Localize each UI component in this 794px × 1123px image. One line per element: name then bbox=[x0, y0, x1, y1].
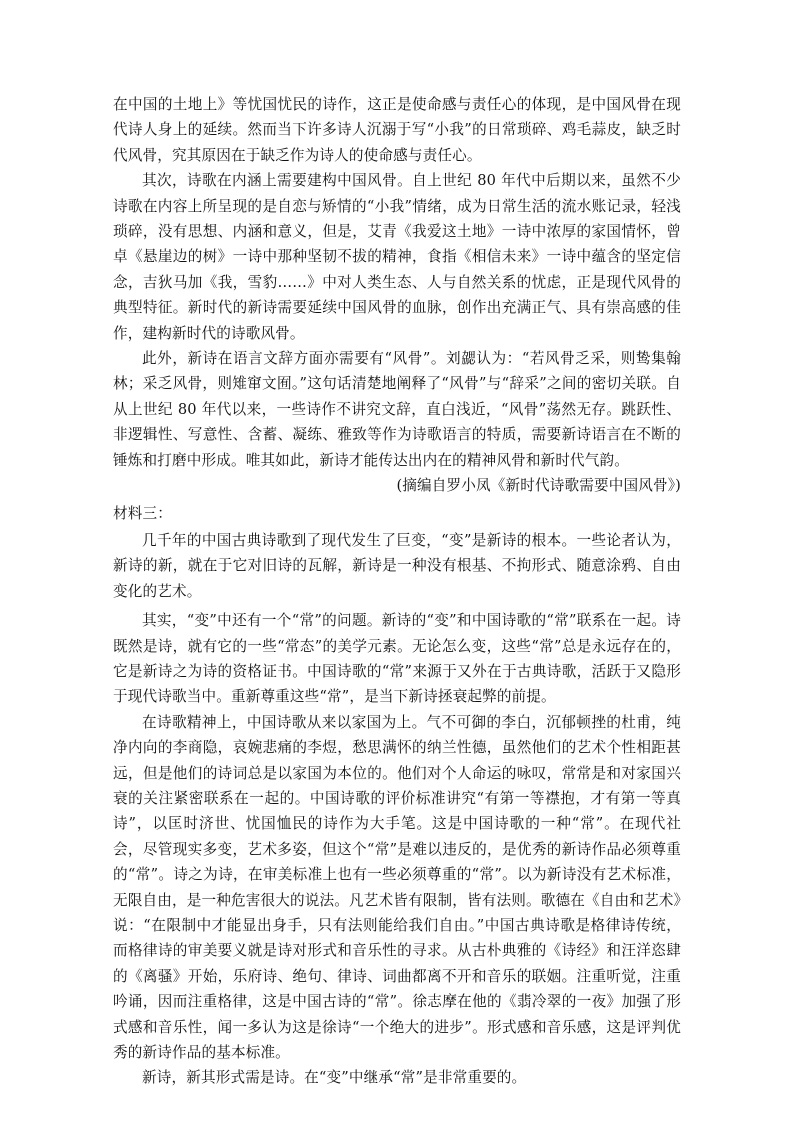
paragraph-2: 其次，诗歌在内涵上需要建构中国风骨。自上世纪 80 年代中后期以来，虽然不少诗歌在内容上所呈现的是自恋与矫情的“小我”情绪，成为日常生活的流水账记录，轻浅琐碎，没有思想、内涵和意义，但是，艾青《我爱这土地》一诗中浓厚的家国情怀，曾卓《悬崖边的树》一诗中那种坚韧不拔的精神，食指《相信未来》一诗中蕴含的坚定信念，吉狄马加《我，雪豹……》中对人类生态、人与自然关系的忧虑，正是现代风骨的典型特征。新时代的新诗需要延续中国风骨的血脉，创作出充满正气、具有崇高感的佳作，建构新时代的诗歌风骨。 bbox=[113, 172, 681, 342]
citation: (摘编自罗小凤《新时代诗歌需要中国风骨》) bbox=[396, 477, 681, 495]
article-body bbox=[113, 92, 681, 1091]
paragraph-3: 此外，新诗在语言文辞方面亦需要有“风骨”。刘勰认为：“若风骨乏采，则鸷集翰林；采乏风骨，则雉窜文囿。”这句话清楚地阐释了“风骨”与“辞采”之间的密切关联。自从上世纪 80 年代以来，一些诗作不讲究文辞，直白浅近，“风骨”荡然无存。跳跃性、非逻辑性、写意性、含蓄、凝练、雅致等作为诗歌语言的特质，需要新诗语言在不断的锤炼和打磨中形成。唯其如此，新诗才能传达出内在的精神风骨和新时代气韵。 bbox=[113, 350, 681, 469]
paragraph-1: 在中国的土地上》等忧国忧民的诗作，这正是使命感与责任心的体现，是中国风骨在现代诗人身上的延续。然而当下许多诗人沉溺于写“小我”的日常琐碎、鸡毛蒜皮，缺乏时代风骨，究其原因在于缺乏作为诗人的使命感与责任心。 bbox=[113, 96, 681, 164]
paragraph-6: 在诗歌精神上，中国诗歌从来以家国为上。气不可御的李白，沉郁顿挫的杜甫，纯净内向的李商隐，哀婉悲痛的李煜，愁思满怀的纳兰性德，虽然他们的艺术个性相距甚远，但是他们的诗词总是以家国为本位的。他们对个人命运的咏叹，常常是和对家国兴衰的关注紧密联系在一起的。中国诗歌的评价标准讲究“有第一等襟抱，才有第一等真诗”，以匡时济世、忧国恤民的诗作为大手笔。这是中国诗歌的一种“常”。在现代社会，尽管现实多变，艺术多姿，但这个“常”是难以违反的，是优秀的新诗作品必须尊重的“常”。诗之为诗，在审美标准上也有一些必须尊重的“常”。以为新诗没有艺术标准，无限自由，是一种危害很大的说法。凡艺术皆有限制，皆有法则。歌德在《自由和艺术》说：“在限制中才能显出身手，只有法则能给我们自由。”中国古典诗歌是格律诗传统，而格律诗的审美要义就是诗对形式和音乐性的寻求。从古朴典雅的《诗经》和汪洋恣肆的《离骚》开始，乐府诗、绝句、律诗、词曲都离不开和音乐的联姻。注重听觉，注重吟诵，因而注重格律，这是中国古诗的“常”。徐志摩在他的《翡冷翠的一夜》加强了形式感和音乐性，闻一多认为这是徐诗“一个绝大的进步”。形式感和音乐感，这是评判优秀的新诗作品的基本标准。 bbox=[113, 713, 681, 1062]
material-label: 材料三： bbox=[113, 504, 172, 522]
paragraph-7: 新诗，新其形式需是诗。在“变”中继承“常”是非常重要的。 bbox=[142, 1069, 527, 1087]
paragraph-5: 其实，“变”中还有一个“常”的问题。新诗的“变”和中国诗歌的“常”联系在一起。诗既然是诗，就有它的一些“常态”的美学元素。无论怎么变，这些“常”总是永远存在的，它是新诗之为诗的资格证书。中国诗歌的“常”来源于又外在于古典诗歌，活跃于又隐形于现代诗歌当中。重新尊重这些“常”，是当下新诗拯衰起弊的前提。 bbox=[113, 612, 681, 706]
paragraph-4: 几千年的中国古典诗歌到了现代发生了巨变，“变”是新诗的根本。一些论者认为，新诗的新，就在于它对旧诗的瓦解，新诗是一种没有根基、不拘形式、随意涂鸦、自由变化的艺术。 bbox=[113, 531, 681, 600]
